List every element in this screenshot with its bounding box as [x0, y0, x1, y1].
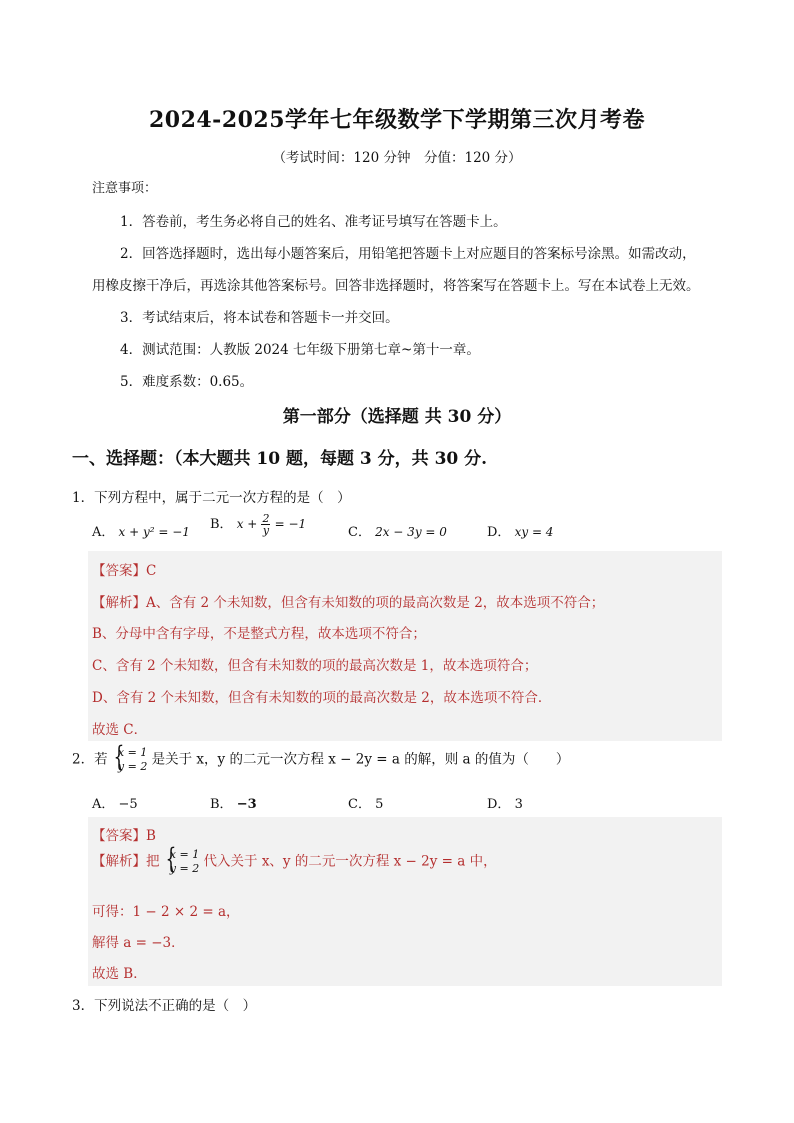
question-1-option-c: C． 2x − 3y = 0: [348, 525, 447, 540]
question-1-analysis-line-4: D、含有 2 个未知数，但含有未知数的项的最高次数是 2，故本选项不符合．: [92, 690, 552, 706]
part-one-title: 第一部分（选择题 共 30 分）: [282, 407, 512, 427]
question-2-analysis-line-2: 可得：1 − 2 × 2 = a，: [92, 904, 240, 920]
question-2-analysis-line-1: 【解析】把 { x = 1 y = 2 代入关于 x、y 的二元一次方程 x − 2y = a 中，: [92, 848, 497, 876]
question-2-option-a: A． −5: [92, 797, 138, 812]
notice-item-3: 3．考试结束后，将本试卷和答题卡一并交回。: [120, 310, 399, 326]
notice-item-2: 2．回答选择题时，选出每小题答案后，用铅笔把答题卡上对应题目的答案标号涂黑。如需改动，: [120, 246, 696, 262]
question-1-option-d: D． xy = 4: [487, 525, 554, 540]
question-2-analysis-line-3: 解得 a = −3．: [92, 935, 185, 951]
exam-info: （考试时间：120 分钟 分值：120 分）: [272, 150, 522, 166]
question-2-option-c: C． 5: [348, 797, 384, 812]
notice-item-2-cont: 用橡皮擦干净后，再选涂其他答案标号。回答非选择题时，将答案写在答题卡上。写在本试卷上无效。: [92, 278, 700, 294]
question-2-option-d: D． 3: [487, 797, 523, 812]
question-1-option-a: A． x + y² = −1: [92, 525, 190, 540]
question-1-option-b: B． x + $\frac{2}{y}$ = −1: [210, 512, 307, 537]
page-title: 2024-2025学年七年级数学下学期第三次月考卷: [148, 107, 646, 133]
question-1-answer-box: [88, 551, 722, 741]
notice-item-1: 1．答卷前，考生务必将自己的姓名、准考证号填写在答题卡上。: [120, 214, 507, 230]
notice-heading: 注意事项：: [92, 181, 158, 196]
question-3-stem: 3．下列说法不正确的是（ ）: [72, 998, 257, 1014]
question-2-answer: 【答案】B: [92, 828, 156, 844]
question-2-system: { x = 1 y = 2: [112, 746, 147, 774]
notice-item-4: 4．测试范围：人教版 2024 七年级下册第七章~第十一章。: [120, 342, 480, 358]
question-1-analysis-line-1: 【解析】A、含有 2 个未知数，但含有未知数的项的最高次数是 2，故本选项不符合；: [92, 595, 605, 611]
question-1-answer: 【答案】C: [92, 563, 157, 579]
notice-item-5: 5．难度系数：0.65。: [120, 374, 254, 390]
question-1-analysis-line-3: C、含有 2 个未知数，但含有未知数的项的最高次数是 1，故本选项符合；: [92, 658, 538, 674]
question-1-conclusion: 故选 C．: [92, 722, 148, 738]
question-2-option-b: B． −3: [210, 797, 257, 812]
question-2-conclusion: 故选 B．: [92, 966, 147, 982]
question-1-analysis-line-2: B、分母中含有字母，不是整式方程，故本选项不符合；: [92, 626, 426, 642]
question-2-stem: 2．若 { x = 1 y = 2 是关于 x，y 的二元一次方程 x − 2y = a 的解，则 a 的值为（ ）: [72, 746, 569, 774]
question-1-stem: 1．下列方程中，属于二元一次方程的是（ ）: [72, 490, 351, 506]
section-one-title: 一、选择题：（本大题共 10 题，每题 3 分，共 30 分.: [72, 449, 488, 469]
